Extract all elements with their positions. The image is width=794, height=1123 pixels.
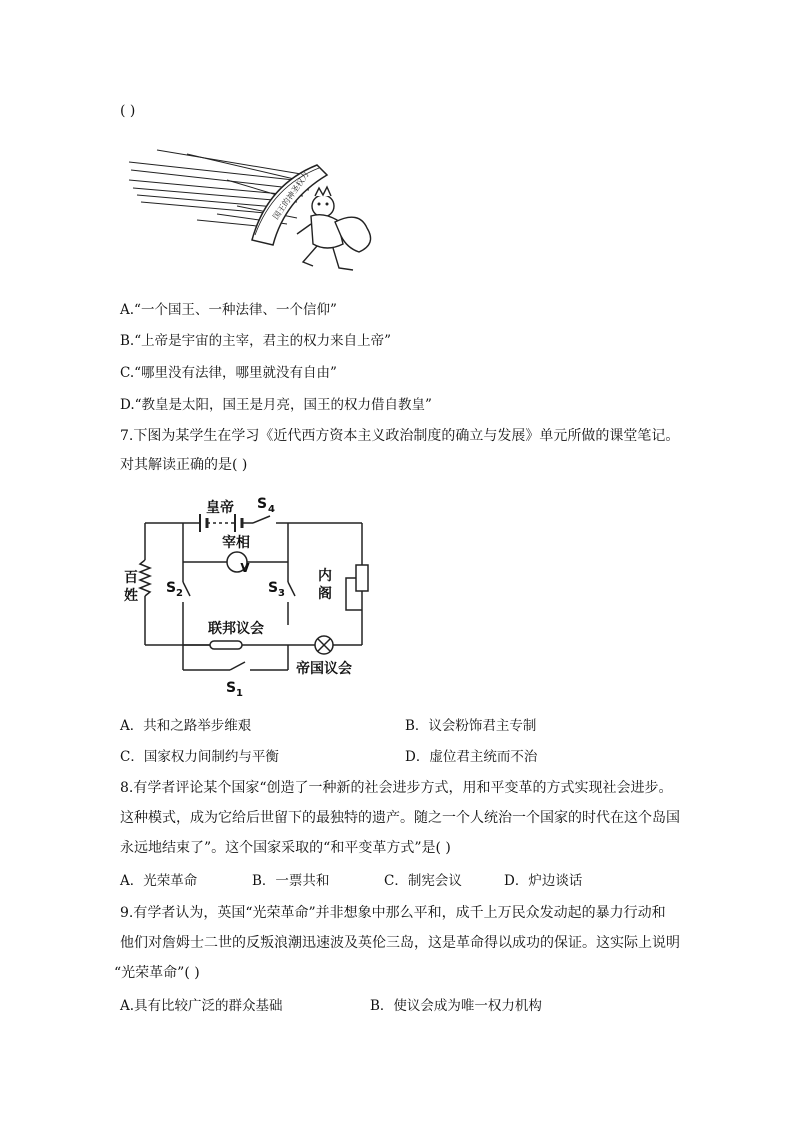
q6-option-d[interactable]: D.“教皇是太阳，国王是月亮，国王的权力借自教皇”: [120, 397, 432, 413]
voltmeter-symbol: V: [240, 561, 250, 575]
label-reichstag: 帝国议会: [296, 661, 352, 677]
shield-inscription: 国王的神圣权力: [271, 170, 311, 222]
q8-stem-line3: 永远地结束了”。这个国家采取的“和平变革方式”是( ): [120, 840, 451, 856]
q6-option-b[interactable]: B.“上帝是宇宙的主宰，君主的权力来自上帝”: [120, 333, 392, 349]
q9-option-a[interactable]: A.具有比较广泛的群众基础: [120, 998, 283, 1014]
label-s4-sub: 4: [268, 504, 275, 515]
q8-option-d[interactable]: D．炉边谈话: [504, 873, 583, 889]
q9-option-b[interactable]: B．使议会成为唯一权力机构: [370, 998, 542, 1014]
label-s1-sub: 1: [236, 688, 243, 699]
q7-option-b[interactable]: B．议会粉饰君主专制: [405, 718, 537, 734]
label-bundesrat: 联邦议会: [208, 621, 264, 637]
q9-stem-line3: “光荣革命”( ): [114, 965, 200, 981]
label-emperor: 皇帝: [206, 500, 234, 516]
q8-option-a[interactable]: A．光荣革命: [120, 873, 198, 889]
label-s4: S: [257, 496, 268, 512]
q8-option-b[interactable]: B．一票共和: [252, 873, 330, 889]
label-chancellor: 宰相: [222, 535, 250, 551]
q6-option-c[interactable]: C.“哪里没有法律，哪里就没有自由”: [120, 365, 337, 381]
label-cabinet-2: 阁: [318, 586, 332, 602]
label-s1: S: [226, 680, 237, 696]
label-people-2: 姓: [124, 588, 138, 604]
king-divine-right-cartoon: [127, 140, 387, 280]
label-people-1: 百: [124, 570, 138, 586]
label-s3: S: [268, 580, 279, 596]
q9-stem-line1: 9.有学者认为，英国“光荣革命”并非想象中那么平和，成千上万民众发动起的暴力行动和: [120, 905, 666, 921]
label-s3-sub: 3: [278, 588, 285, 599]
label-s2-sub: 2: [176, 588, 183, 599]
q8-stem-line2: 这种模式，成为它给后世留下的最独特的遗产。随之一个人统治一个国家的时代在这个岛国: [120, 810, 680, 826]
q8-option-c[interactable]: C．制宪会议: [384, 873, 462, 889]
label-cabinet-1: 内: [318, 568, 332, 584]
q8-stem-line1: 8.有学者评论某个国家“创造了一种新的社会进步方式，用和平变革的方式实现社会进步。: [120, 780, 673, 796]
q7-stem-line1: 7.下图为某学生在学习《近代西方资本主义政治制度的确立与发展》单元所做的课堂笔记。: [120, 428, 680, 444]
q7-option-a[interactable]: A．共和之路举步维艰: [120, 718, 252, 734]
q6-answer-bracket: ( ): [120, 103, 136, 119]
q9-stem-line2: 他们对詹姆士二世的反叛浪潮迅速波及英伦三岛，这是革命得以成功的保证。这实际上说明: [120, 935, 680, 951]
q6-option-a[interactable]: A.“一个国王、一种法律、一个信仰”: [120, 302, 337, 318]
q7-stem-line2: 对其解读正确的是( ): [120, 457, 248, 473]
political-circuit-diagram: [120, 490, 380, 700]
q7-option-c[interactable]: C．国家权力间制约与平衡: [120, 749, 279, 765]
label-s2: S: [166, 580, 177, 596]
q7-option-d[interactable]: D．虚位君主统而不治: [405, 749, 538, 765]
